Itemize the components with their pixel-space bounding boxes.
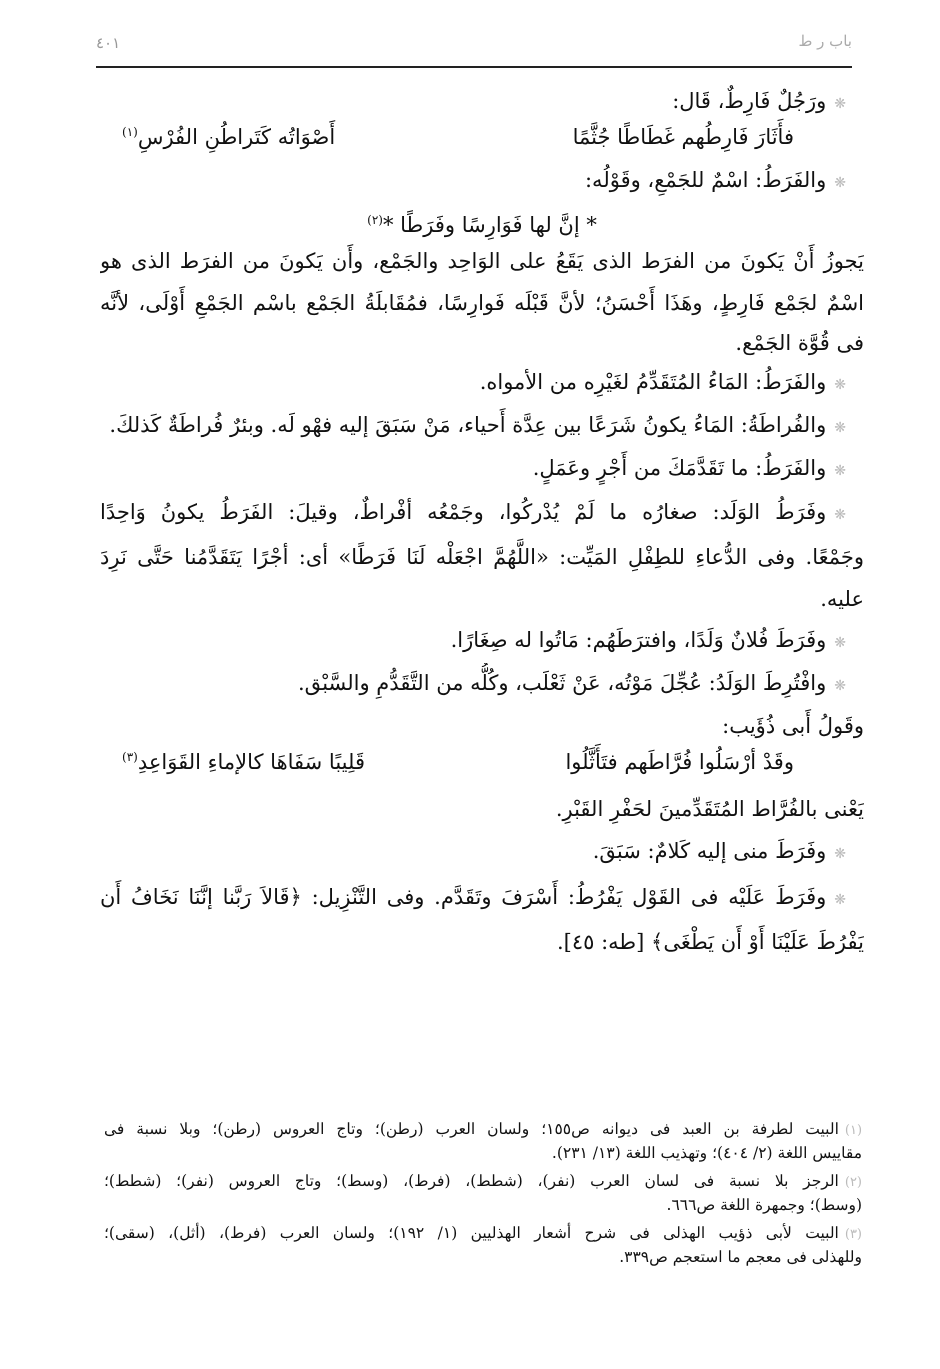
paragraph-line: وجَمْعًا. وفى الدُّعاءِ للطِفْلِ المَيِّت: «اللَّهُمَّ اجْعَلْه لَنَا فَرَطًا» أى: أجْرًا يَتَقَدَّمُنا حَتَّى نَرِدَ	[100, 545, 864, 569]
paragraph-line: ❋والفَرَطُ: ما تَقَدَّمَكَ من أَجْرٍ وعَمَلٍ.	[532, 456, 846, 480]
footnote-number: (١)	[844, 1123, 862, 1138]
paragraph-line: اسْمٌ لجَمْع فَارِطٍ، وهَذَا أَحْسَنُ؛ لأنَّ قَبْلَه فَوارِسًا، فمُقَابلَةُ الجَمْع باسْم الجَمْعِ أَوْلَى، لأنَّه	[100, 291, 864, 315]
paragraph-line: يَعْنى بالفُرَّاط المُتَقَدِّمينَ لحَفْرِ القَبْرِ.	[555, 797, 864, 821]
paragraph-line: يَفْرُطَ عَلَيْنَا أَوْ أَن يَطْغَى﴾ [طه: ٤٥].	[556, 930, 864, 954]
entry-star-icon: ❋	[834, 635, 846, 651]
entry-star-icon: ❋	[834, 96, 846, 112]
verse-1-second-hemistich: أَصْوَاتُه كَتَراطُنِ الفُرْسِ$^{(١)}$	[122, 125, 336, 149]
footnote-ref: (٢)	[367, 213, 383, 227]
section-title: باب ر ط	[798, 32, 852, 50]
footnote-line: مقاييس اللغة (٢/ ٤٠٤)؛ وتهذيب اللغة (١٣/ ٢٣١).	[551, 1144, 862, 1162]
entry-star-icon: ❋	[834, 892, 846, 908]
main-text	[100, 84, 864, 962]
verse-1	[100, 121, 864, 163]
page-header	[96, 28, 852, 68]
footnote-line: وللهذلى فى معجم ما استعجم ص٣٣٩.	[619, 1248, 862, 1266]
footnote-line: (١)البيت لطرفة بن العبد فى ديوانه ص١٥٥؛ ولسان العرب (رطن)؛ وتاج العروس (رطن)؛ وبلا نسبة فى	[104, 1120, 862, 1138]
footnote-line: (٣)البيت لأبى ذؤيب الهذلى فى شرح أشعار الهذليين (١/ ١٩٢)؛ ولسان العرب (فرط)، (أثل)، (سقى)؛	[104, 1224, 862, 1242]
paragraph-line: عليه.	[820, 587, 864, 611]
paragraph-line: ❋وفَرَطُ الوَلَد: صغارُه ما لَمْ يُدْركُوا، وجَمْعُه أفْراطٌ، وقيلَ: الفَرَطُ يكونُ وَاحِدًا	[100, 500, 846, 524]
paragraph-line: ❋والفَرَطُ: اسْمٌ للجَمْعِ، وقَوْلُه:	[584, 168, 846, 192]
verse-2-second-hemistich: قَلِيبًا سَفَاهَا كالإماءِ القَوَاعِدِ$^{(٣)}$	[122, 750, 365, 774]
verse-1-first-hemistich: فأَثَارَ فَارِطُهم غَطَاطًا جُثَّمًا	[572, 125, 794, 149]
paragraph-line: ❋والفُراطَةُ: المَاءُ يكونُ شَرَعًا بين عِدَّة أَحياء، مَنْ سَبَقَ إليه فهْو لَه. وبئرٌ فُراطَةٌ كَذلكَ.	[109, 413, 846, 437]
paragraph-line: فى قُوَّة الجَمْع.	[735, 331, 864, 355]
entry-star-icon: ❋	[834, 175, 846, 191]
footnotes	[104, 1118, 862, 1269]
footnote-number: (٣)	[844, 1227, 862, 1242]
entry-star-icon: ❋	[834, 678, 846, 694]
rajaz-line: * إنَّ لها فَوَارِسًا وفَرَطًا *$^{(٢)}$	[367, 213, 597, 237]
footnote-line: (وسط)؛ وجمهرة اللغة ص٦٦٦.	[666, 1196, 862, 1214]
footnote-ref: (٣)	[122, 750, 138, 764]
verse-2-first-hemistich: وقَدْ أرْسَلُوا فُرَّاطَهم فتَأَثَّلُوا	[565, 750, 794, 774]
entry-star-icon: ❋	[834, 463, 846, 479]
page-number: ٤٠١	[96, 34, 121, 52]
footnote-ref: (١)	[122, 125, 138, 139]
paragraph-line: يَجوزُ أَنْ يَكونَ من الفرَط الذى يَقَعُ على الوَاحِد والجَمْع، وأَن يَكونَ من الفرَط الذى هو	[100, 249, 864, 273]
paragraph-line: ❋وفَرَطَ عَلَيْه فى القَوْل يَفْرُطُ: أَسْرَفَ وتَقَدَّم. وفى التَّنْزِيل: ﴿قَالاَ رَبَّنا إنَّنَا نَخَافُ أَن	[100, 885, 846, 909]
entry-star-icon: ❋	[834, 507, 846, 523]
paragraph-line: ❋والفَرَطُ: المَاءُ المُتَقَدِّمُ لغَيْرِه من الأمواه.	[479, 370, 846, 394]
footnote-line: (٢)الرجز بلا نسبة فى لسان العرب (نفر)، (شطط)، (فرط)، (وسط)؛ وتاج العروس (نفر)؛ (شطط)؛	[104, 1172, 862, 1190]
entry-star-icon: ❋	[834, 377, 846, 393]
footnote-number: (٢)	[844, 1175, 862, 1190]
entry-star-icon: ❋	[834, 846, 846, 862]
paragraph-line: ❋ورَجُلٌ فَارِطٌ، قَال:	[672, 89, 846, 113]
paragraph-line: ❋وافْتُرِطَ الوَلَدُ: عُجِّلَ مَوْتُه، عَنْ ثَعْلَب، وكُلُّه من التَّقَدُّمِ والسَّبْق.	[298, 671, 846, 695]
paragraph-line: ❋وفَرَطَ فُلانٌ وَلَدًا، وافترَطَهُم: مَاتُوا له صِغَارًا.	[450, 628, 846, 652]
entry-star-icon: ❋	[834, 420, 846, 436]
paragraph-line: ❋وفَرَطَ منى إليه كَلامٌ: سَبَقَ.	[592, 839, 846, 863]
verse-2	[100, 746, 864, 788]
header-rule	[96, 66, 852, 68]
paragraph-line: وقَولُ أَبى ذُؤَيب:	[722, 714, 864, 738]
